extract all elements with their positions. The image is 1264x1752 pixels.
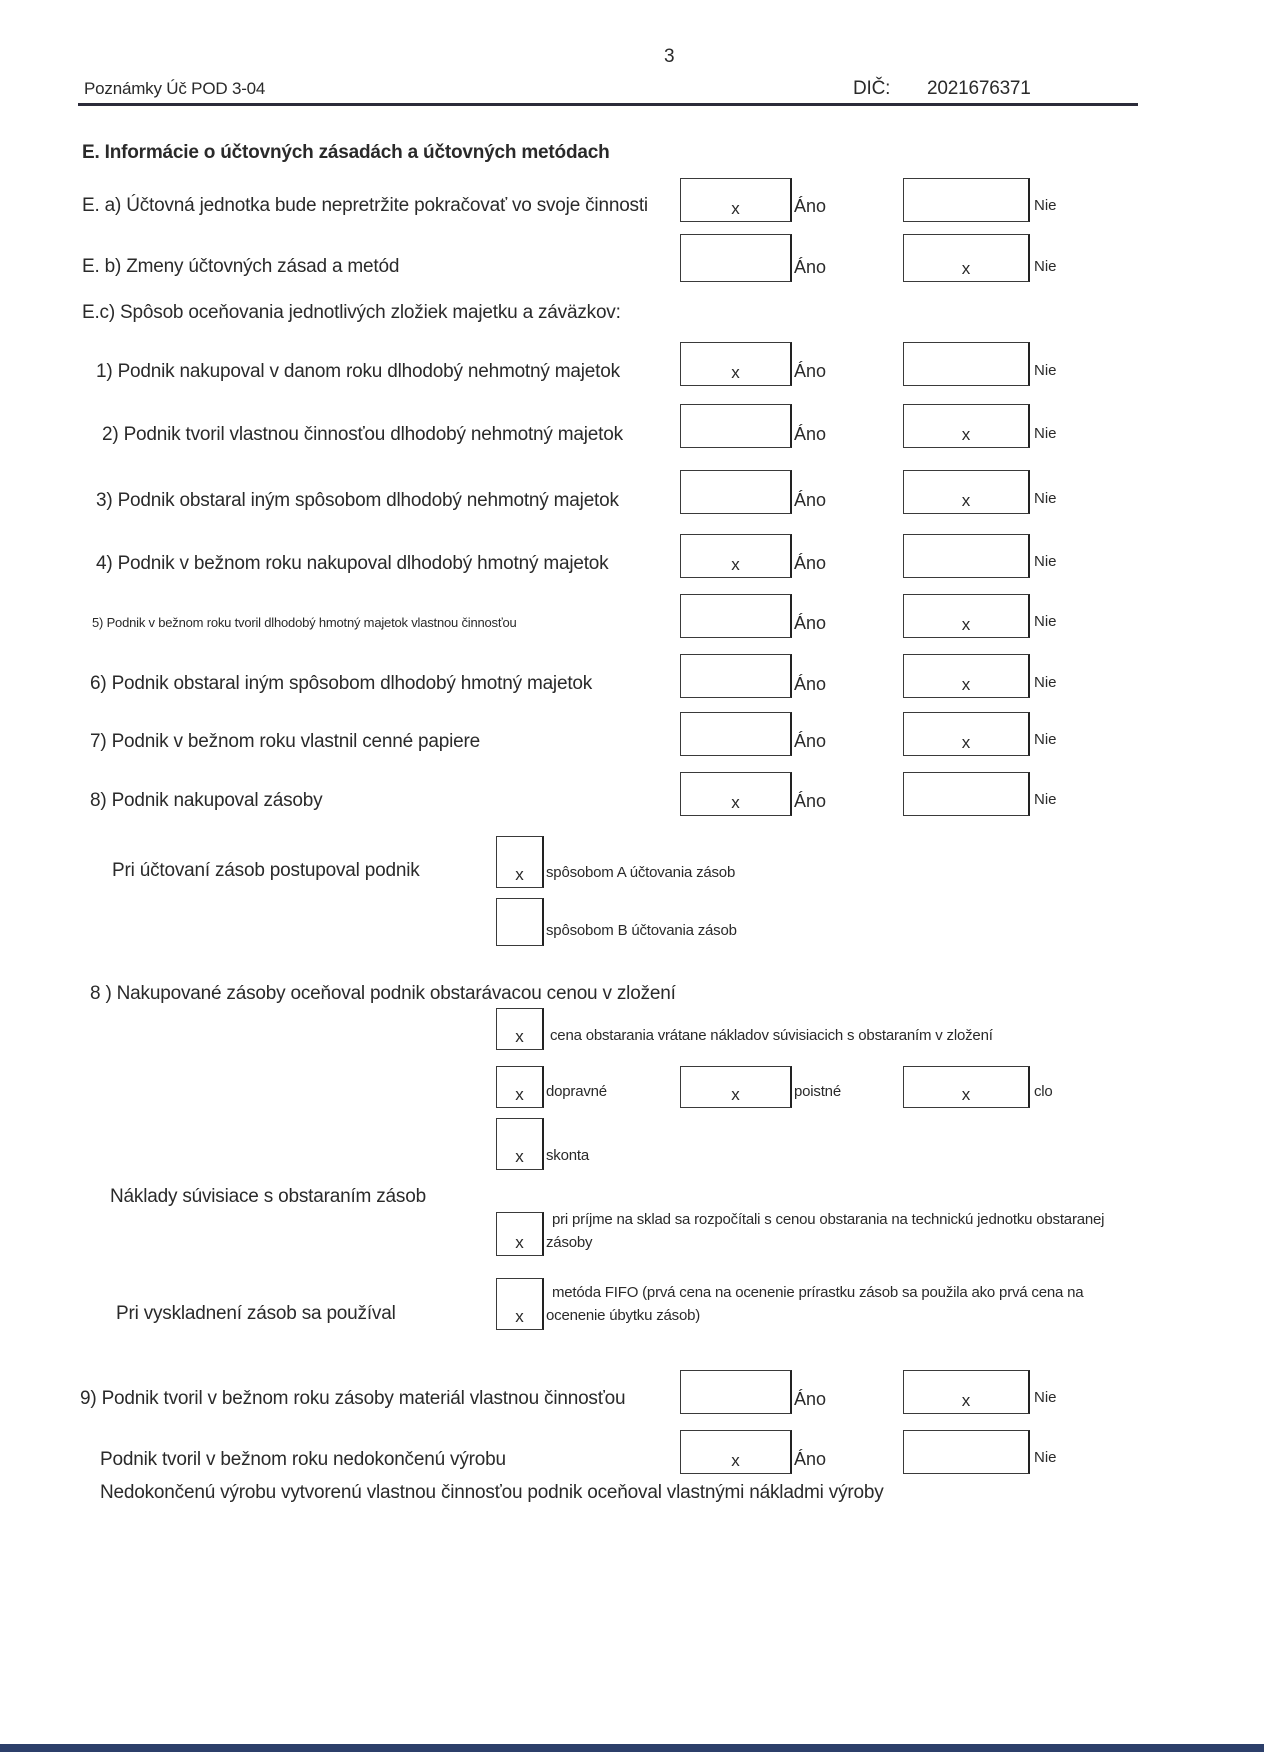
method-a-label: spôsobom A účtovania zásob (546, 864, 736, 881)
duty-label: clo (1034, 1083, 1053, 1100)
e-b-no-checkbox[interactable]: x (903, 234, 1030, 282)
related-costs-text-line1: pri príjme na sklad sa rozpočítali s cenou obstarania na technickú jednotku obstaranej (552, 1211, 1105, 1228)
page-number: 3 (664, 46, 675, 67)
item-1-no-label: Nie (1034, 362, 1057, 379)
fifo-checkbox[interactable]: x (496, 1278, 544, 1330)
item-2-yes-checkbox[interactable] (680, 404, 792, 448)
item-6-no-label: Nie (1034, 674, 1057, 691)
item-3-yes-checkbox[interactable] (680, 470, 792, 514)
item-8-text: 8) Podnik nakupoval zásoby (90, 790, 323, 811)
item-7-no-label: Nie (1034, 731, 1057, 748)
item-8-no-checkbox[interactable] (903, 772, 1030, 816)
item-9-no-label: Nie (1034, 1389, 1057, 1406)
issue-method-label: Pri vyskladnení zásob sa používal (116, 1303, 396, 1324)
discounts-label: skonta (546, 1147, 589, 1164)
related-costs-checkbox[interactable]: x (496, 1212, 544, 1256)
wip-yes-checkbox[interactable]: x (680, 1430, 792, 1474)
wip-text: Podnik tvoril v bežnom roku nedokončenú výrobu (100, 1449, 506, 1470)
item-5-yes-checkbox[interactable] (680, 594, 792, 638)
item-3-yes-label: Áno (794, 490, 827, 510)
item-9-yes-checkbox[interactable] (680, 1370, 792, 1414)
item-7-text: 7) Podnik v bežnom roku vlastnil cenné papiere (90, 731, 481, 752)
item-5-text: 5) Podnik v bežnom roku tvoril dlhodobý hmotný majetok vlastnou činnosťou (92, 615, 517, 630)
item-1-yes-label: Áno (794, 361, 827, 381)
e-a-yes-label: Áno (794, 196, 827, 216)
method-b-label: spôsobom B účtovania zásob (546, 922, 737, 939)
e-a-no-checkbox[interactable] (903, 178, 1030, 222)
item-7-yes-checkbox[interactable] (680, 712, 792, 756)
scan-bottom-edge (0, 1744, 1264, 1752)
transport-label: dopravné (546, 1083, 607, 1100)
item-3-text: 3) Podnik obstaral iným spôsobom dlhodobý nehmotný majetok (96, 490, 619, 511)
item-3-no-label: Nie (1034, 490, 1057, 507)
related-costs-text-line2: zásoby (546, 1234, 593, 1251)
item-4-no-label: Nie (1034, 553, 1057, 570)
discounts-checkbox[interactable]: x (496, 1118, 544, 1170)
wip-yes-label: Áno (794, 1449, 827, 1469)
insurance-checkbox[interactable]: x (680, 1066, 792, 1108)
section-title: E. Informácie o účtovných zásadách a účtovných metódach (82, 142, 610, 163)
item-1-no-checkbox[interactable] (903, 342, 1030, 386)
item-5-no-checkbox[interactable]: x (903, 594, 1030, 638)
item-3-no-checkbox[interactable]: x (903, 470, 1030, 514)
item-6-text: 6) Podnik obstaral iným spôsobom dlhodobý hmotný majetok (90, 673, 593, 694)
item-4-no-checkbox[interactable] (903, 534, 1030, 578)
stock-accounting-label: Pri účtovaní zásob postupoval podnik (112, 860, 420, 881)
item-8-no-label: Nie (1034, 791, 1057, 808)
e-b-no-label: Nie (1034, 258, 1057, 275)
item-4-yes-label: Áno (794, 553, 827, 573)
item-8-yes-label: Áno (794, 791, 827, 811)
item-9-no-checkbox[interactable]: x (903, 1370, 1030, 1414)
insurance-label: poistné (794, 1083, 841, 1100)
item-8-yes-checkbox[interactable]: x (680, 772, 792, 816)
method-a-checkbox[interactable]: x (496, 836, 544, 888)
method-b-checkbox[interactable] (496, 898, 544, 946)
wip-no-label: Nie (1034, 1449, 1057, 1466)
e-a-yes-checkbox[interactable]: x (680, 178, 792, 222)
e-b-yes-checkbox[interactable] (680, 234, 792, 282)
item-9-text: 9) Podnik tvoril v bežnom roku zásoby materiál vlastnou činnosťou (80, 1388, 626, 1409)
fifo-text-line2: ocenenie úbytku zásob) (546, 1307, 701, 1324)
cost-checkbox[interactable]: x (496, 1008, 544, 1050)
item-7-no-checkbox[interactable]: x (903, 712, 1030, 756)
item-4-text: 4) Podnik v bežnom roku nakupoval dlhodobý hmotný majetok (96, 553, 609, 574)
form-name: Poznámky Úč POD 3-04 (84, 79, 266, 98)
e-a-no-label: Nie (1034, 197, 1057, 214)
item-2-yes-label: Áno (794, 424, 827, 444)
item-5-no-label: Nie (1034, 613, 1057, 630)
dic-label: DIČ: (853, 78, 891, 99)
fifo-text-line1: metóda FIFO (prvá cena na ocenenie prírastku zásob sa použila ako prvá cena na (552, 1284, 1084, 1301)
item-1-yes-checkbox[interactable]: x (680, 342, 792, 386)
e-b-yes-label: Áno (794, 257, 827, 277)
header-rule (78, 103, 1138, 106)
item-4-yes-checkbox[interactable]: x (680, 534, 792, 578)
duty-checkbox[interactable]: x (903, 1066, 1030, 1108)
e-b-question: E. b) Zmeny účtovných zásad a metód (82, 256, 400, 277)
e-c-heading: E.c) Spôsob oceňovania jednotlivých zložiek majetku a záväzkov: (82, 302, 621, 323)
e-a-question: E. a) Účtovná jednotka bude nepretržite pokračovať vo svoje činnosti (82, 195, 648, 216)
item-6-yes-checkbox[interactable] (680, 654, 792, 698)
cost-label: cena obstarania vrátane nákladov súvisiacich s obstaraním v zložení (550, 1027, 993, 1044)
wip-note: Nedokončenú výrobu vytvorenú vlastnou činnosťou podnik oceňoval vlastnými nákladmi výroby (100, 1482, 884, 1503)
valuation-label: 8 ) Nakupované zásoby oceňoval podnik obstarávacou cenou v zložení (90, 983, 676, 1004)
item-1-text: 1) Podnik nakupoval v danom roku dlhodobý nehmotný majetok (96, 361, 620, 382)
item-6-no-checkbox[interactable]: x (903, 654, 1030, 698)
wip-no-checkbox[interactable] (903, 1430, 1030, 1474)
dic-value: 2021676371 (927, 78, 1031, 99)
related-costs-label: Náklady súvisiace s obstaraním zásob (110, 1186, 426, 1207)
item-6-yes-label: Áno (794, 674, 827, 694)
item-2-text: 2) Podnik tvoril vlastnou činnosťou dlhodobý nehmotný majetok (102, 424, 623, 445)
item-5-yes-label: Áno (794, 613, 827, 633)
item-9-yes-label: Áno (794, 1389, 827, 1409)
item-2-no-label: Nie (1034, 425, 1057, 442)
item-2-no-checkbox[interactable]: x (903, 404, 1030, 448)
item-7-yes-label: Áno (794, 731, 827, 751)
transport-checkbox[interactable]: x (496, 1066, 544, 1108)
